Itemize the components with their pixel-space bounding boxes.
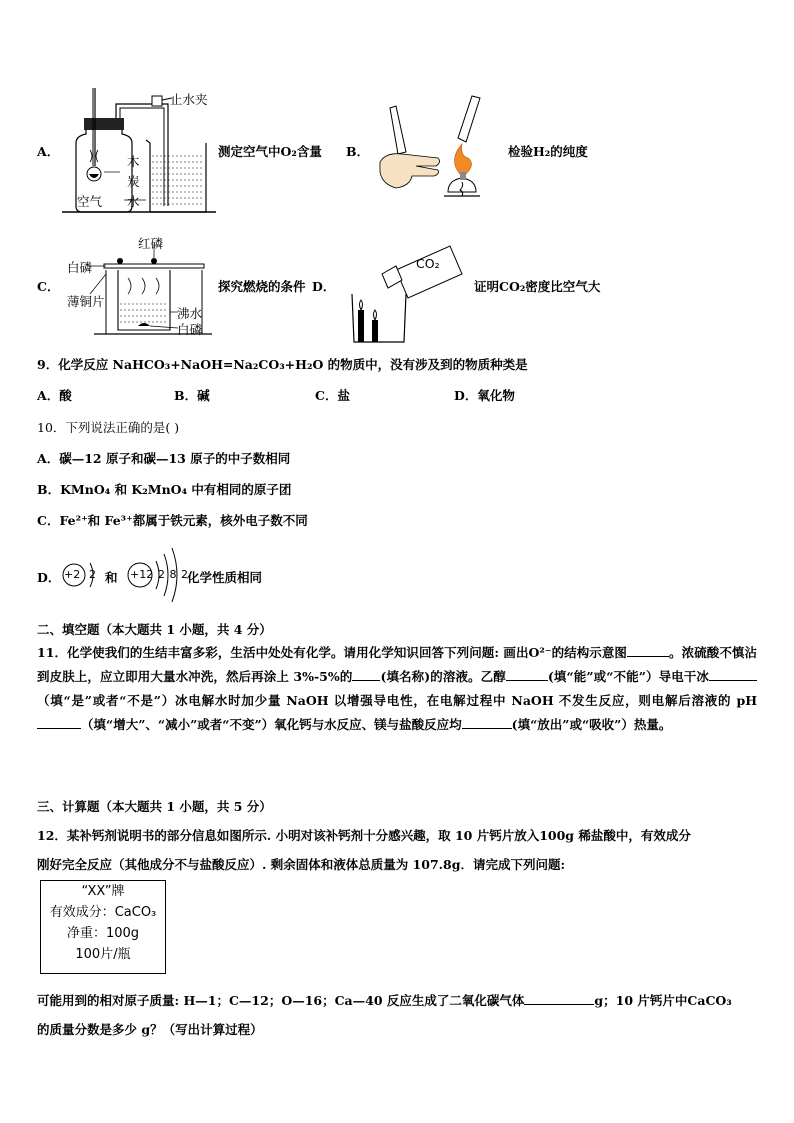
- label-net-weight: 净重：100g: [66, 926, 140, 941]
- option-d-letter: D．: [312, 279, 336, 294]
- label-count: 100片/瓶: [75, 947, 131, 962]
- label-air: 空气: [77, 194, 103, 209]
- label-clamp: 止水夹: [170, 92, 208, 107]
- atom2-shells: 2 8 2: [158, 568, 188, 581]
- q10-option-c: C．Fe²⁺和 Fe³⁺都属于铁元素，核外电子数不同: [37, 513, 308, 528]
- atom1-shells: 2: [89, 568, 96, 581]
- label-white-phosphorus-bottom: 白磷: [177, 322, 203, 337]
- q10-option-b: B．KMnO₄ 和 K₂MnO₄ 中有相同的原子团: [37, 482, 292, 497]
- hydrogen-test-apparatus: [376, 92, 496, 210]
- label-brand: “XX”牌: [81, 884, 125, 899]
- q10-option-d-letter: D．: [37, 570, 61, 585]
- option-b-caption: 检验H₂的纯度: [508, 144, 588, 159]
- q9-option-d: D．氧化物: [454, 388, 515, 403]
- section-2-heading: 二、填空题（本大题共 1 小题，共 4 分）: [37, 622, 272, 637]
- label-carbon: 炭: [127, 174, 140, 189]
- co2-density-apparatus: [340, 236, 470, 344]
- label-water: 水: [127, 194, 140, 209]
- atom1-nucleus: +2: [64, 568, 81, 581]
- supplement-label-box: [40, 880, 166, 974]
- label-ingredient: 有效成分：CaCO₃: [49, 905, 157, 920]
- q11-paragraph: 11．化学使我们的生结丰富多彩，生活中处处有化学。请用化学知识回答下列问题: 画出O²⁻的结构示意图 。浓硫酸不慎沾到皮肤上，应立即用大量水冲洗，然后再涂上 3%-5%的 (填名称)的溶液。乙醇 (填“能”或“不能”）导电干冰（填“是”或者“不是”）冰电解水时加少量 NaOH 以增强导电性，在电解过程中 NaOH 不发生反应，则电解后溶液的 pH（填“增大”、“减小”或者“不变”）氧化钙与水反应、镁与盐酸反应均 (填“放出”或“吸收”）热量。: [37, 641, 757, 737]
- q9-option-c: C．盐: [315, 388, 350, 403]
- q10-option-d-and: 和: [105, 570, 118, 585]
- atom2-nucleus: +12: [130, 568, 154, 581]
- label-wood: 木: [127, 154, 140, 169]
- q12-line-4: 的质量分数是多少 g？（写出计算过程）: [37, 1022, 263, 1037]
- option-a-letter: A．: [37, 144, 60, 159]
- q12-line-3: 可能用到的相对原子质量: H—1；C—12；O—16；Ca—40 反应生成了二氧化碳气体 g；10 片钙片中CaCO₃: [37, 990, 732, 1009]
- option-b-letter: B．: [346, 144, 370, 159]
- q10-option-a: A．碳—12 原子和碳—13 原子的中子数相同: [37, 451, 291, 466]
- option-a-caption: 测定空气中O₂含量: [218, 144, 322, 159]
- q9-stem: 9．化学反应 NaHCO₃+NaOH=Na₂CO₃+H₂O 的物质中，没有涉及到的物质种类是: [37, 357, 528, 372]
- q9-option-a: A．酸: [37, 388, 72, 403]
- section-3-heading: 三、计算题（本大题共 1 小题，共 5 分）: [37, 799, 272, 814]
- q10-stem: 10．下列说法正确的是( ): [37, 420, 180, 435]
- label-white-phosphorus-top: 白磷: [67, 260, 93, 275]
- option-d-caption: 证明CO₂密度比空气大: [474, 279, 601, 294]
- option-c-caption: 探究燃烧的条件: [218, 279, 306, 294]
- option-c-letter: C．: [37, 279, 60, 294]
- label-co2: CO₂: [416, 256, 440, 271]
- label-copper-sheet: 薄铜片: [67, 294, 105, 309]
- label-red-phosphorus: 红磷: [138, 236, 164, 251]
- q12-line-2: 刚好完全反应（其他成分不与盐酸反应）. 剩余固体和液体总质量为 107.8g．请完成下列问题:: [37, 857, 566, 872]
- label-boiling-water: 沸水: [177, 306, 203, 321]
- q9-option-b: B．碱: [174, 388, 210, 403]
- q10-option-d-suffix: 化学性质相同: [187, 570, 263, 585]
- q12-line-1: 12．某补钙剂说明书的部分信息如图所示. 小明对该补钙剂十分感兴趣，取 10 片钙片放入100g 稀盐酸中，有效成分: [37, 828, 691, 843]
